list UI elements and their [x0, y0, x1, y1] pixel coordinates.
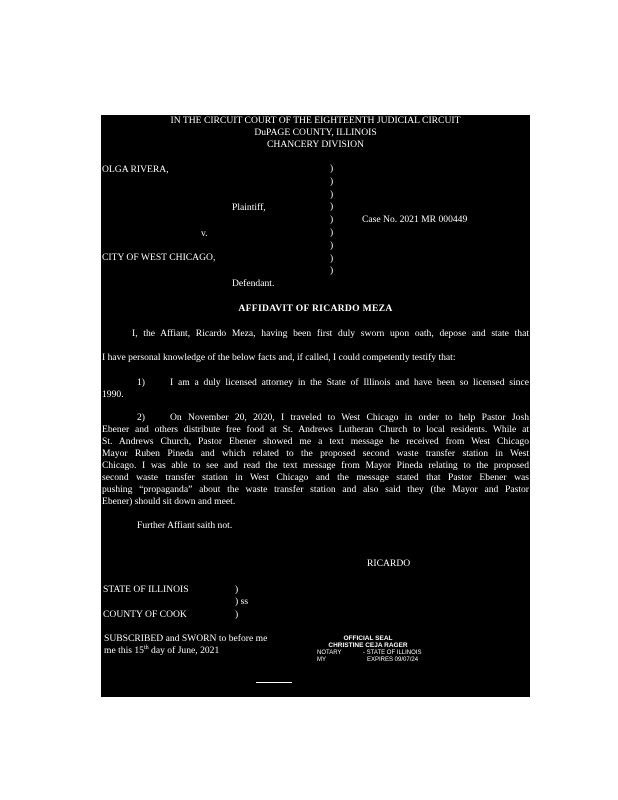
- intro-paragraph: [102, 328, 529, 340]
- case-number: Case No. 2021 MR 000449: [362, 214, 468, 225]
- county-name: DuPAGE COUNTY, ILLINOIS: [254, 127, 377, 138]
- seal-my-label: MY: [317, 656, 326, 663]
- paren: ): [330, 163, 334, 174]
- defendant-name: CITY OF WEST CHICAGO,: [102, 252, 216, 263]
- affidavit-page: [101, 115, 530, 697]
- jurat-date-suffix: th: [143, 645, 149, 651]
- paragraph-2-number: 2): [137, 412, 145, 423]
- plaintiff-name: OLGA RIVERA,: [102, 164, 169, 175]
- venue-ss: ) ss: [235, 596, 249, 607]
- paren: ): [330, 252, 334, 264]
- paragraph-2: [102, 412, 529, 508]
- paragraph-line: Mayor Ruben Pineda and which related to the proposed second waste transfer station in West: [102, 447, 529, 459]
- intro-paragraph-cont: [102, 352, 529, 364]
- venue-county: COUNTY OF COOK: [103, 609, 187, 620]
- court-name: IN THE CIRCUIT COURT OF THE EIGHTEENTH JUDICIAL CIRCUIT: [170, 115, 461, 126]
- paren: ): [330, 239, 334, 251]
- paragraph-1-number: 1): [137, 377, 145, 388]
- seal-line-4: [313, 657, 423, 664]
- paragraph-line: Ebener and others distribute free food at St. Andrews Lutheran Church to local residents. While at: [102, 423, 529, 435]
- seal-expiry-label: EXPIRES 09/07/24: [367, 656, 419, 663]
- intro-line: I, the Affiant, Ricardo Meza, having been first duly sworn upon oath, depose and state that: [132, 328, 529, 339]
- venue-paren: ): [235, 609, 239, 620]
- paragraph-line: On November 20, 2020, I traveled to West Chicago in order to help Pastor Josh: [170, 412, 529, 423]
- notary-signature-line: [256, 682, 292, 683]
- plaintiff-label: Plaintiff,: [232, 202, 266, 213]
- notary-seal: [313, 635, 423, 664]
- paragraph-line: I am a duly licensed attorney in the State of Illinois and have been so licensed since: [170, 377, 529, 388]
- jurat-date-rest: day of June, 2021: [148, 645, 220, 657]
- caption-parentheses: [330, 163, 336, 278]
- seal-title: OFFICIAL SEAL: [343, 635, 393, 642]
- paren: ): [330, 214, 334, 226]
- closing-statement: Further Affiant saith not.: [137, 520, 233, 531]
- defendant-label: Defendant.: [232, 278, 275, 289]
- paren: ): [330, 226, 334, 238]
- jurat-date-prefix: me this 15: [104, 645, 144, 657]
- paren: ): [330, 188, 334, 200]
- paragraph-line: second waste transfer station in West Chicago and the message stated that Pastor Ebener was: [102, 471, 529, 483]
- seal-state-label: - STATE OF ILLINOIS: [363, 649, 422, 656]
- paren: ): [330, 201, 334, 213]
- division-name: CHANCERY DIVISION: [267, 139, 364, 150]
- paren: ): [330, 175, 334, 187]
- jurat-line-1: SUBSCRIBED and SWORN to before me: [104, 633, 268, 644]
- paren: ): [330, 265, 334, 277]
- paragraph-line: pushing “propaganda” about the waste transfer station and also said they (the Mayor and Pastor: [102, 483, 529, 495]
- versus-label: v.: [201, 228, 208, 239]
- seal-line-3: [313, 650, 423, 657]
- paragraph-1: [102, 377, 529, 401]
- affiant-signature: RICARDO: [367, 558, 411, 569]
- seal-notary-name: CHRISTINE CEJA RAGER: [328, 642, 408, 650]
- jurat-line-2: [104, 645, 219, 657]
- seal-notary-label: NOTARY: [317, 649, 342, 656]
- affidavit-title: AFFIDAVIT OF RICARDO MEZA: [238, 303, 393, 314]
- paragraph-line: 1990.: [102, 388, 124, 400]
- venue-state: STATE OF ILLINOIS: [103, 584, 189, 595]
- paragraph-line: Ebener) should sit down and meet.: [102, 495, 236, 507]
- paragraph-line: St. Andrews Church, Pastor Ebener showed me a text message he received from West Chicago: [102, 435, 529, 447]
- venue-paren: ): [235, 584, 239, 595]
- paragraph-line: Chicago. I was able to see and read the text message from Mayor Pineda relating to the proposed: [102, 459, 529, 471]
- intro-line: I have personal knowledge of the below facts and, if called, I could competently testify that:: [102, 352, 456, 363]
